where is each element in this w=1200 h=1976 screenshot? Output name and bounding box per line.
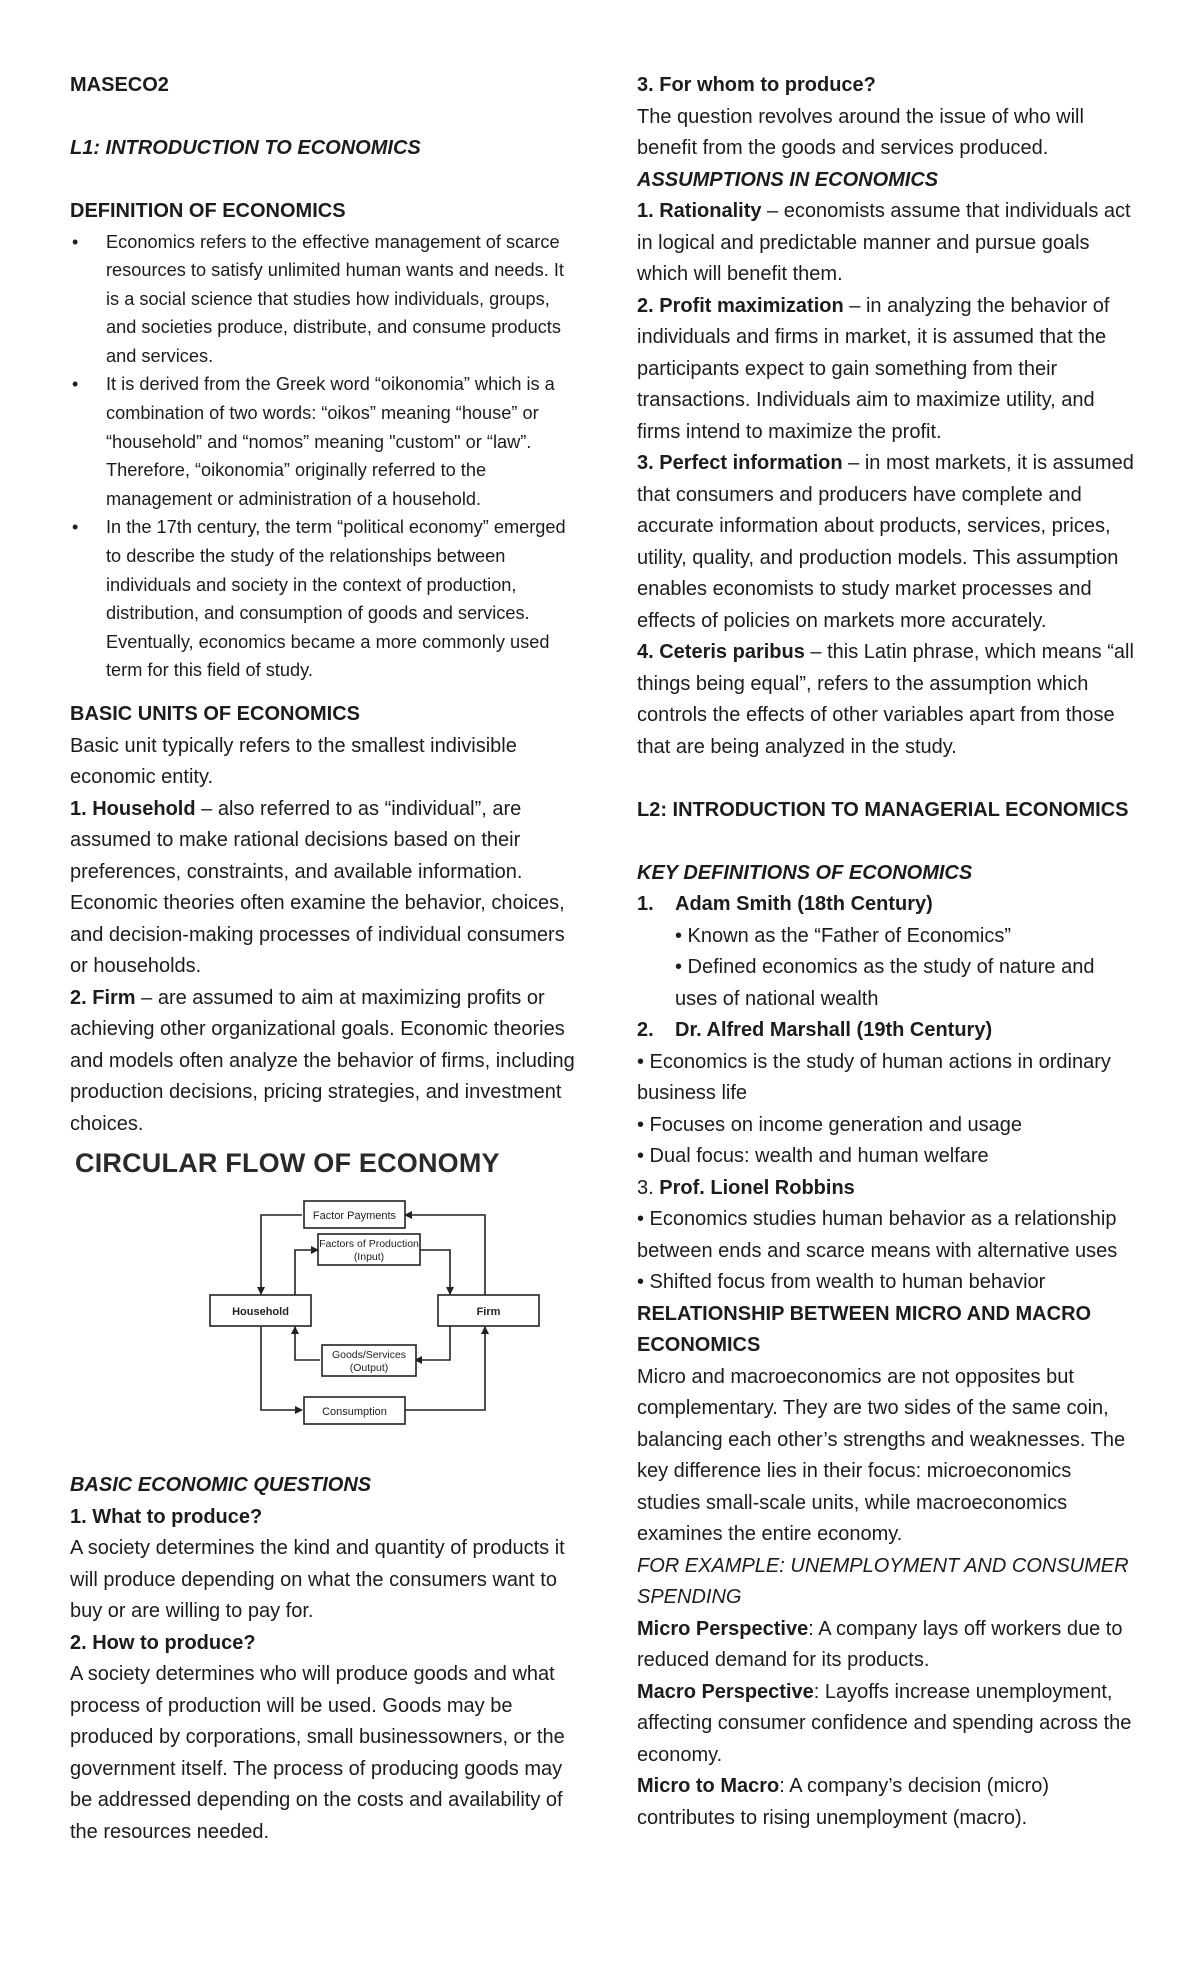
question2-title: 2. How to produce?: [70, 1631, 256, 1654]
consumption-label: Consumption: [322, 1406, 387, 1418]
basic-units-intro: Basic unit typically refers to the smallest indivisible economic entity.: [70, 734, 517, 788]
circular-flow-diagram: [70, 1148, 575, 1458]
assumption-ceteris-paribus: [637, 637, 1137, 763]
definition-1-point: • Known as the “Father of Economics”: [675, 924, 1012, 947]
questions-heading: BASIC ECONOMIC QUESTIONS: [70, 1474, 372, 1496]
definition-number: 2.: [637, 1019, 654, 1041]
macro-perspective: [637, 1677, 1137, 1772]
definition-heading: DEFINITION OF ECONOMICS: [70, 200, 346, 222]
factors-label-line2: (Input): [353, 1251, 385, 1263]
assumption-label: 3. Perfect information: [637, 452, 843, 474]
question1-title: 1. What to produce?: [70, 1505, 263, 1528]
micro-perspective: [637, 1614, 1137, 1677]
definition-1-point: • Defined economics as the study of nature and uses of national wealth: [675, 956, 1095, 1010]
left-column: [70, 70, 575, 1848]
assumptions-heading: ASSUMPTIONS IN ECONOMICS: [637, 168, 939, 191]
bullet-text: It is derived from the Greek word “oikonomia” which is a combination of two words: “oikos” meaning “house” or “household” and “nomos” meaning "custom" or “law”. Therefore, “oikonomia” originally referred to the management or administration of a household.: [106, 374, 555, 509]
assumption-information: [637, 448, 1137, 637]
question2-text: A society determines who will produce goods and what process of production will be used. Goods may be produced by corporations, small businessowners, or the government itself. The process of producing goods may be addressed depending on the costs and availability of the resources needed.: [70, 1663, 565, 1843]
assumption-text: – economists assume that individuals act in logical and predictable manner and pursue goals which will benefit them.: [637, 200, 1131, 285]
definition-title: Dr. Alfred Marshall (19th Century): [675, 1019, 993, 1041]
definition-number: 1.: [637, 893, 654, 915]
relationship-heading: RELATIONSHIP BETWEEN MICRO AND MACRO ECONOMICS: [637, 1302, 1092, 1356]
question1-text: A society determines the kind and quantity of products it will produce depending on what the consumers want to buy or are willing to pay for.: [70, 1537, 565, 1622]
definition-2-point: • Focuses on income generation and usage: [637, 1113, 1023, 1136]
firm-label: 2. Firm: [70, 986, 136, 1009]
definition-bullets: [70, 228, 575, 686]
definition-number: 3.: [637, 1176, 654, 1199]
macro-label: Macro Perspective: [637, 1680, 814, 1703]
flow-arrow: [420, 1250, 450, 1294]
definition-2-title: [637, 1015, 1137, 1047]
goods-label-line2: (Output): [349, 1362, 389, 1374]
flow-arrow: [415, 1325, 450, 1360]
assumption-profit: [637, 291, 1137, 449]
assumption-label: 4. Ceteris paribus: [637, 641, 805, 663]
definition-3-title: [637, 1173, 1137, 1205]
household-label: 1. Household: [70, 797, 196, 820]
definition-1-title: [637, 889, 1137, 921]
assumption-label: 1. Rationality: [637, 200, 762, 222]
list-item: [70, 228, 575, 371]
household-paragraph: [70, 794, 575, 983]
firm-node-label: Firm: [476, 1306, 501, 1318]
list-item: [70, 513, 575, 685]
micro-to-macro-text: : A company’s decision (micro) contributes to rising unemployment (macro).: [637, 1775, 1049, 1829]
list-item: [70, 370, 575, 513]
micro-to-macro-label: Micro to Macro: [637, 1775, 780, 1797]
bullet-icon: •: [72, 231, 79, 252]
factors-label-line1: Factors of Production: [319, 1238, 419, 1250]
flow-arrow: [405, 1327, 485, 1410]
flow-arrow: [295, 1250, 318, 1296]
lesson2-title: L2: INTRODUCTION TO MANAGERIAL ECONOMICS: [637, 798, 1129, 821]
definition-2-point: • Economics is the study of human actions in ordinary business life: [637, 1050, 1111, 1104]
question3-title: 3. For whom to produce?: [637, 74, 876, 96]
assumption-text: – in analyzing the behavior of individuals and firms in market, it is assumed that the participants expect to gain something from their transactions. Individuals aim to maximize utility, and firms intend to maximize the profit.: [637, 294, 1110, 443]
household-text: – also referred to as “individual”, are assumed to make rational decisions based on their preferences, constraints, and available information. Economic theories often examine the behavior, choices, and decision-making processes of individual consumers or households.: [70, 797, 565, 977]
bullet-text: In the 17th century, the term “political economy” emerged to describe the study of the relationships between individuals and society in the context of production, distribution, and consumption of goods and services. Eventually, economics became a more commonly used term for this field of study.: [106, 517, 566, 681]
factor-payments-label: Factor Payments: [312, 1210, 397, 1222]
definition-2-point: • Dual focus: wealth and human welfare: [637, 1145, 989, 1167]
flow-arrow: [261, 1327, 302, 1410]
micro-to-macro: [637, 1771, 1137, 1834]
right-column: [637, 70, 1137, 1834]
micro-text: : A company lays off workers due to reduced demand for its products.: [637, 1617, 1123, 1671]
circular-flow-svg: [70, 1185, 575, 1453]
relationship-text: Micro and macroeconomics are not opposites but complementary. They are two sides of the same coin, balancing each other’s strengths and weaknesses. The key difference lies in their focus: microeconomics studies small-scale units, while macroeconomics examines the entire economy.: [637, 1365, 1126, 1545]
goods-label-line1: Goods/Services: [331, 1349, 407, 1361]
assumption-label: 2. Profit maximization: [637, 294, 844, 317]
flow-arrow: [295, 1327, 320, 1360]
basic-units-heading: BASIC UNITS OF ECONOMICS: [70, 703, 361, 725]
diagram-title: CIRCULAR FLOW OF ECONOMY: [75, 1148, 500, 1178]
flow-arrow: [261, 1215, 302, 1294]
bullet-icon: •: [72, 374, 79, 395]
definition-title: Prof. Lionel Robbins: [653, 1176, 855, 1199]
firm-text: – are assumed to aim at maximizing profits or achieving other organizational goals. Economic theories and models often analyze the behavior of firms, including production decisions, pricing strategies, and investment choices.: [70, 986, 575, 1135]
definition-3-point: • Economics studies human behavior as a relationship between ends and scarce means with alternative uses: [637, 1208, 1118, 1262]
firm-paragraph: [70, 983, 575, 1141]
lesson1-title: L1: INTRODUCTION TO ECONOMICS: [70, 137, 421, 159]
assumption-rationality: [637, 196, 1137, 291]
assumption-text: – in most markets, it is assumed that consumers and producers have complete and accurate information about products, services, prices, utility, quality, and production models. This assumption enables economists to study market processes and effects of policies on markets more accurately.: [637, 452, 1134, 632]
micro-label: Micro Perspective: [637, 1617, 809, 1640]
assumption-text: – this Latin phrase, which means “all things being equal”, refers to the assumption which controls the effects of other variables apart from those that are being analyzed in the study.: [637, 641, 1134, 758]
example-heading: FOR EXAMPLE: UNEMPLOYMENT AND CONSUMER SPENDING: [637, 1554, 1129, 1608]
bullet-text: Economics refers to the effective management of scarce resources to satisfy unlimited human wants and needs. It is a social science that studies how individuals, groups, and societies produce, distribute, and consume products and services.: [106, 231, 564, 366]
course-code: MASECO2: [70, 74, 169, 96]
key-definitions-heading: KEY DEFINITIONS OF ECONOMICS: [637, 861, 973, 884]
macro-text: : Layoffs increase unemployment, affecting consumer confidence and spending across the economy.: [637, 1680, 1132, 1766]
question3-text: The question revolves around the issue of who will benefit from the goods and services produced.: [637, 105, 1084, 159]
household-node-label: Household: [232, 1306, 289, 1318]
bullet-icon: •: [72, 517, 79, 538]
definition-title: Adam Smith (18th Century): [675, 893, 933, 915]
definition-3-point: • Shifted focus from wealth to human behavior: [637, 1271, 1046, 1293]
